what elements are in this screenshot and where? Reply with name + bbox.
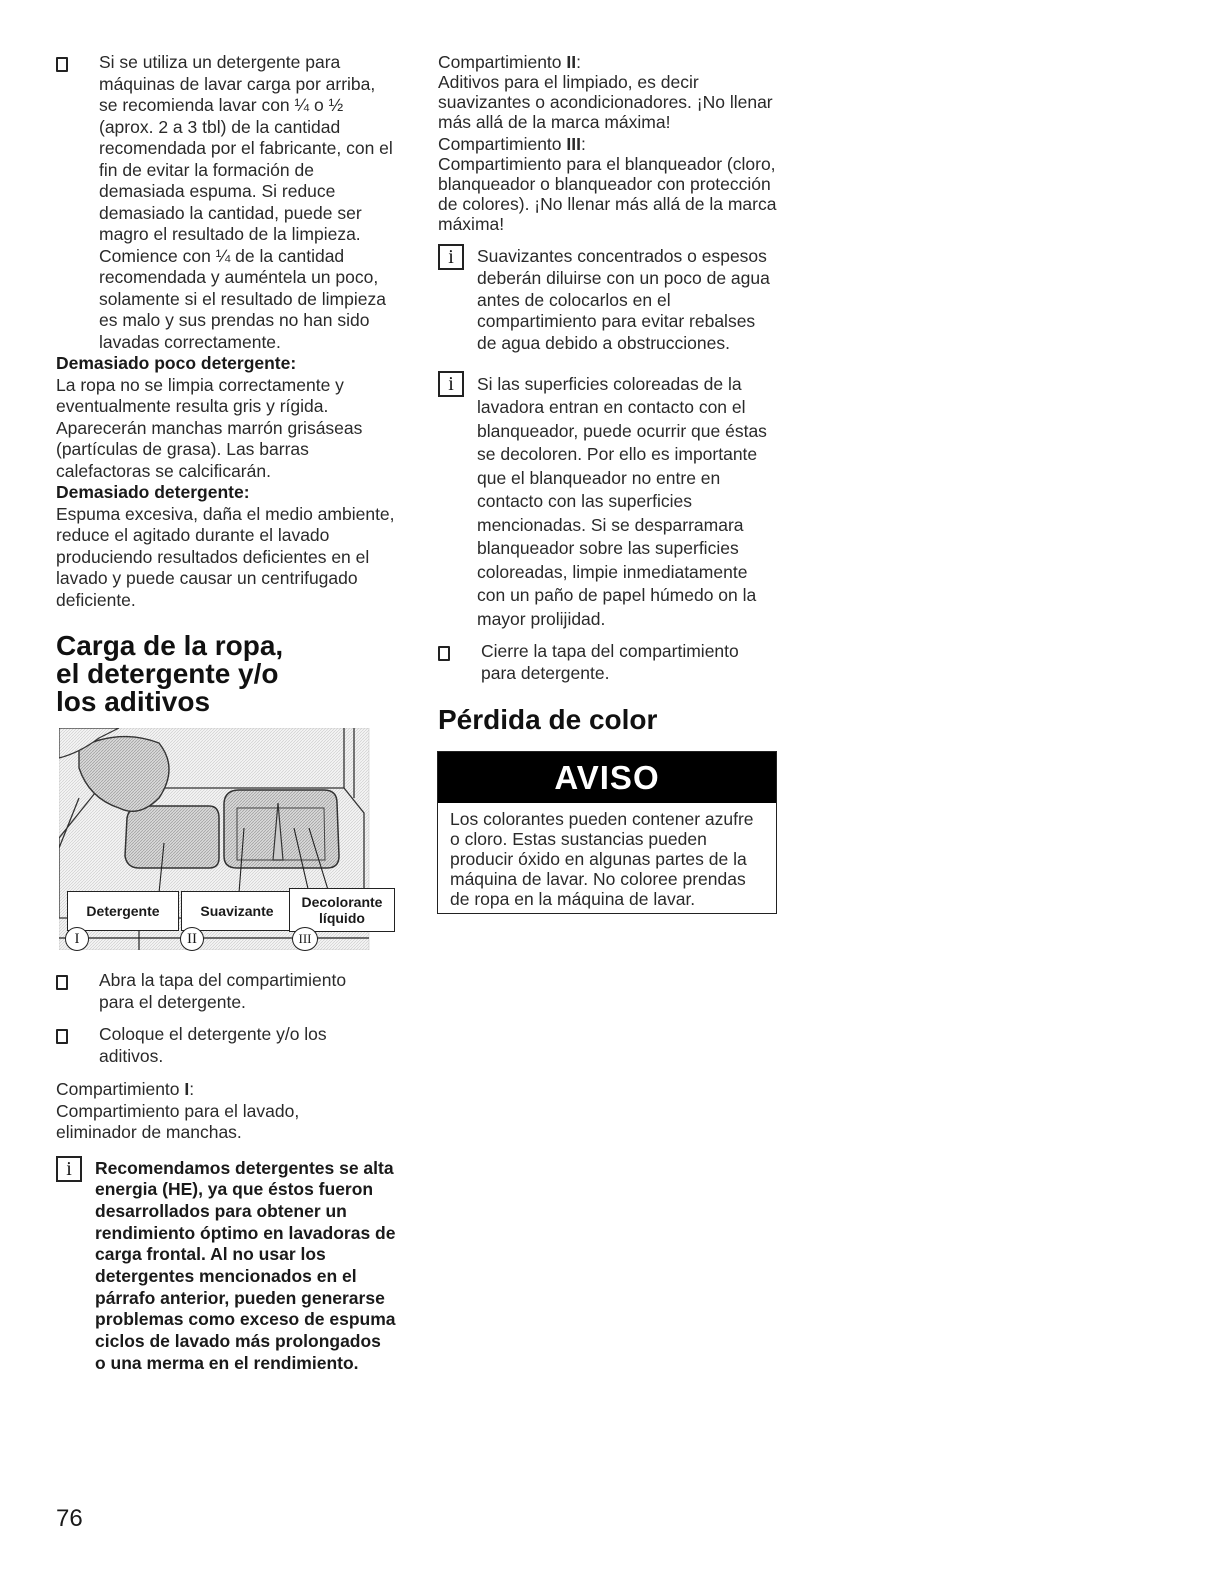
- label-detergente-box: [67, 891, 179, 931]
- aviso-text: Los colorantes pueden contener azufre o cloro. Estas sustancias pueden producir óxido en algunas partes de la máquina de lavar. No coloree prendas de ropa en la máquina de lavar.: [450, 809, 754, 910]
- marker-2-label: II: [187, 931, 197, 947]
- label-suavizante: Suavizante: [200, 903, 274, 919]
- bullet-place-detergent: [56, 1024, 396, 1067]
- bullet-text: Si se utiliza un detergente para máquinas de lavar carga por arriba, se recomienda lavar con ¼ o ½ (aprox. 2 a 3 tbl) de la cantidad recomendada por el fabricante, con el fin de evitar la formación de demasiada espuma. Si reduce demasiado la cantidad, puede ser magro el resultado de la limpieza. Comience con ¼ de la cantidad recomendada y auméntela un poco, solamente si el resultado de limpieza es malo y sus prendas no han sido lavadas correctamente.: [99, 52, 393, 352]
- info-softener: [438, 246, 778, 355]
- compartment-1-title: [56, 1079, 396, 1101]
- section-heading-line3: los aditivos: [56, 686, 211, 717]
- bullet-close-lid: [438, 641, 778, 684]
- marker-compartment-3: [292, 927, 318, 951]
- bullet-topload-detergent: [56, 52, 396, 353]
- page-number: 76: [56, 1505, 83, 1532]
- bullet-open-lid: [56, 970, 396, 1013]
- compartment-1-suffix: :: [189, 1079, 195, 1099]
- compartment-3-prefix: Compartimiento: [438, 134, 567, 154]
- compartment-2-number: II: [566, 52, 577, 72]
- compartment-2-prefix: Compartimiento: [438, 52, 567, 72]
- compartment-3-suffix: :: [580, 134, 586, 154]
- label-decolorante-box: [289, 888, 395, 932]
- info-he-detergent: [56, 1158, 396, 1375]
- info-icon: i: [438, 371, 464, 397]
- compartment-1-prefix: Compartimiento: [56, 1079, 185, 1099]
- compartment-1-number: I: [184, 1079, 190, 1099]
- compartment-3-title: [438, 134, 778, 154]
- label-decolorante-1: Decolorante: [301, 894, 383, 910]
- compartment-1-text: Compartimiento para el lavado, eliminador de manchas.: [56, 1100, 300, 1142]
- checkbox-bullet-icon: [438, 646, 450, 661]
- right-column: [438, 52, 778, 914]
- checkbox-bullet-icon: [56, 57, 68, 72]
- aviso-title: AVISO: [438, 752, 776, 803]
- label-detergente: Detergente: [86, 903, 160, 919]
- label-suavizante-box: [181, 891, 293, 931]
- checkbox-bullet-icon: [56, 975, 68, 990]
- marker-compartment-2: [180, 927, 204, 951]
- info-icon: i: [56, 1156, 82, 1182]
- info-he-text: Recomendamos detergentes se alta energia (HE), ya que éstos fueron desarrollados para obtener un rendimiento óptimo en lavadoras de carga frontal. Al no usar los detergentes mencionados en el párrafo anterior, pueden generarse problemas como exceso de espuma ciclos de lavado más prolongados o una merma en el rendimiento.: [95, 1157, 396, 1373]
- marker-3-label: III: [298, 931, 312, 946]
- too-little-heading: Demasiado poco detergente:: [56, 353, 297, 373]
- marker-compartment-1: [65, 927, 89, 951]
- too-little-text: La ropa no se limpia correctamente y eventualmente resulta gris y rígida. Aparecerán manchas marrón grisáseas (partículas de grasa). Las barras calefactoras se calcificarán.: [56, 374, 363, 481]
- too-much-heading: Demasiado detergente:: [56, 482, 250, 502]
- compartment-3-number: III: [566, 134, 581, 154]
- compartment-2-text: Aditivos para el limpiado, es decir suavizantes o acondicionadores. ¡No llenar más allá de la marca máxima!: [438, 72, 773, 132]
- info-icon: i: [438, 244, 464, 270]
- bullet-text: Cierre la tapa del compartimiento para detergente.: [481, 641, 739, 683]
- bullet-text: Coloque el detergente y/o los aditivos.: [99, 1024, 327, 1066]
- bullet-text: Abra la tapa del compartimiento para el detergente.: [99, 970, 347, 1012]
- section-heading: [56, 632, 396, 716]
- too-much-text: Espuma excesiva, daña el medio ambiente, reduce el agitado durante el lavado produciendo resultados deficientes en el lavado y puede causar un centrifugado deficiente.: [56, 503, 395, 610]
- color-loss-heading: Pérdida de color: [438, 704, 658, 736]
- compartment-2-title: [438, 52, 778, 72]
- label-decolorante-2: líquido: [319, 910, 365, 926]
- detergent-drawer-illustration: [59, 728, 383, 950]
- info-softener-text: Suavizantes concentrados o espesos deberán diluirse con un poco de agua antes de colocarlos en el compartimiento para evitar rebalses de agua debido a obstrucciones.: [477, 246, 770, 354]
- checkbox-bullet-icon: [56, 1029, 68, 1044]
- aviso-warning-box: [437, 751, 777, 914]
- compartment-2-suffix: :: [576, 52, 581, 72]
- marker-1-label: I: [74, 931, 80, 947]
- info-bleach-text: Si las superficies coloreadas de la lavadora entran en contacto con el blanqueador, puede ocurrir que éstas se decoloren. Por ello es importante que el blanqueador no entre en contacto con las superficies mencionadas. Si se desparramara blanqueador sobre las superficies coloreadas, limpie inmediatamente con un paño de papel húmedo on la mayor prolijidad.: [477, 373, 767, 629]
- left-column: [56, 52, 396, 1375]
- section-heading-line2: el detergente y/o: [56, 658, 279, 689]
- compartment-3-text: Compartimiento para el blanqueador (cloro, blanqueador o blanqueador con protección de colores). ¡No llenar más allá de la marca máxima!: [438, 154, 777, 234]
- info-bleach: [438, 373, 778, 632]
- section-heading-line1: Carga de la ropa,: [56, 630, 284, 661]
